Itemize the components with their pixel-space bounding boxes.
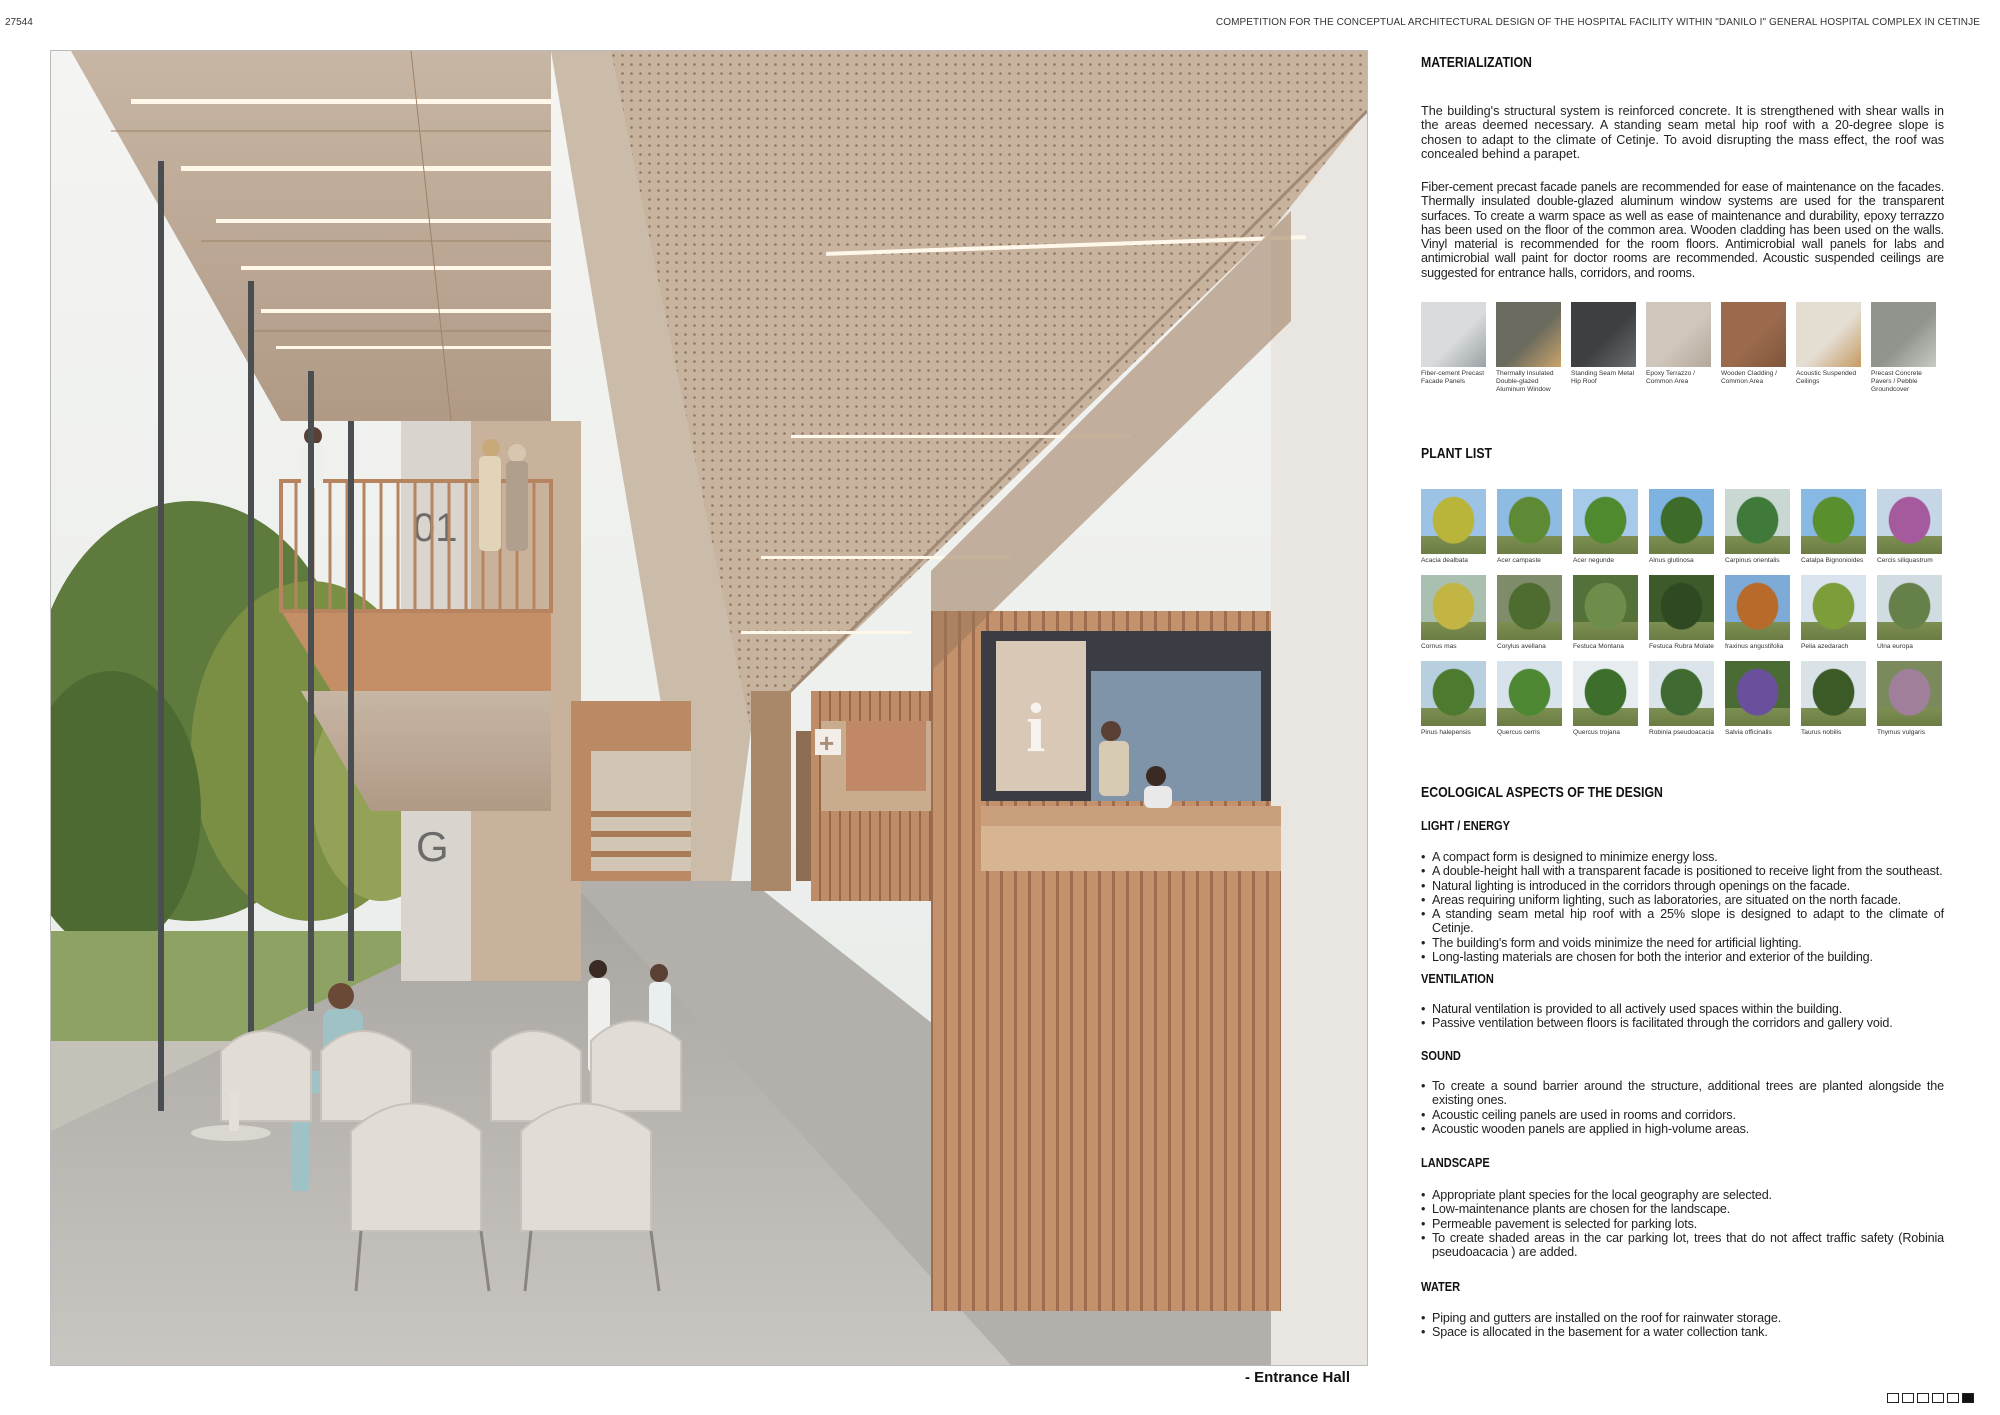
plant-image bbox=[1421, 661, 1486, 726]
plant-tile bbox=[1421, 661, 1486, 737]
plant-tile bbox=[1573, 489, 1638, 565]
plant-name: Catalpa Bignonioides bbox=[1801, 557, 1864, 564]
material-swatch bbox=[1796, 302, 1861, 394]
plant-list-heading: PLANT LIST bbox=[1421, 445, 1493, 462]
plant-grid bbox=[1421, 489, 1944, 737]
material-swatch bbox=[1496, 302, 1561, 394]
list-item: • To create shaded areas in the car parking lot, trees that do not affect traffic safety (Robinia pseudoacacia ) are added. bbox=[1421, 1231, 1944, 1260]
project-code: 27544 bbox=[5, 17, 33, 28]
plant-name: Pinus halepensis bbox=[1421, 729, 1471, 736]
plant-image bbox=[1573, 661, 1638, 726]
material-image bbox=[1871, 302, 1936, 367]
light-energy-list bbox=[1421, 850, 1944, 964]
plant-image bbox=[1573, 489, 1638, 554]
material-image bbox=[1646, 302, 1711, 367]
plant-name: Thymus vulgaris bbox=[1877, 729, 1926, 736]
water-list bbox=[1421, 1311, 1944, 1340]
plant-tile bbox=[1725, 575, 1790, 651]
material-image bbox=[1796, 302, 1861, 367]
plant-tile bbox=[1877, 489, 1942, 565]
page-square bbox=[1947, 1393, 1959, 1403]
page-square bbox=[1932, 1393, 1944, 1403]
plant-name: Cercis siliquastrum bbox=[1877, 557, 1933, 564]
plant-name: Acer negunde bbox=[1573, 557, 1615, 564]
list-item: • Passive ventilation between floors is facilitated through the corridors and gallery void. bbox=[1421, 1016, 1944, 1030]
list-item: • A double-height hall with a transparent facade is positioned to receive light from the southeast. bbox=[1421, 864, 1944, 878]
list-item: • Appropriate plant species for the local geography are selected. bbox=[1421, 1188, 1944, 1202]
floor-sign-g: G bbox=[416, 823, 449, 870]
plant-tile bbox=[1497, 575, 1562, 651]
plant-tile bbox=[1497, 661, 1562, 737]
material-label: Precast Concrete Pavers / Pebble Groundcover bbox=[1871, 370, 1922, 393]
plant-tile bbox=[1725, 489, 1790, 565]
materials-row bbox=[1421, 302, 1944, 394]
plant-tile bbox=[1801, 661, 1866, 737]
plant-name: Quercus trojana bbox=[1573, 729, 1620, 736]
plant-image bbox=[1877, 661, 1942, 726]
plant-tile bbox=[1421, 575, 1486, 651]
plant-image bbox=[1801, 575, 1866, 640]
render-caption: - Entrance Hall bbox=[1244, 1369, 1350, 1386]
plant-tile bbox=[1649, 489, 1714, 565]
material-label: Wooden Cladding / Common Area bbox=[1721, 370, 1777, 385]
plant-tile bbox=[1877, 661, 1942, 737]
plant-image bbox=[1497, 489, 1562, 554]
material-swatch bbox=[1721, 302, 1786, 394]
plant-name: Ulna europa bbox=[1877, 643, 1913, 650]
plant-image bbox=[1497, 575, 1562, 640]
plant-tile bbox=[1801, 489, 1866, 565]
materialization-heading: MATERIALIZATION bbox=[1421, 54, 1532, 71]
page-square bbox=[1902, 1393, 1914, 1403]
plant-image bbox=[1649, 489, 1714, 554]
materialization-paragraph-2: Fiber-cement precast facade panels are recommended for ease of maintenance on the facades. Thermally insulated double-glazed aluminum window systems are used for the transparent surfaces. To create a warm space as well as ease of maintenance and durability, epoxy terrazzo has been used on the floor of the common area. Wooden cladding has been used on the walls. Vinyl material is recommended for the room floors. Antimicrobial wall panels for labs and antimicrobial wall paint for doctor rooms are recommended. Acoustic suspended ceilings are suggested for entrance halls, corridors, and rooms. bbox=[1421, 180, 1944, 280]
plant-image bbox=[1801, 661, 1866, 726]
plant-image bbox=[1421, 489, 1486, 554]
material-swatch bbox=[1646, 302, 1711, 394]
material-label: Fiber-cement Precast Facade Panels bbox=[1421, 370, 1485, 385]
material-image bbox=[1496, 302, 1561, 367]
plant-name: Acacia dealbata bbox=[1421, 557, 1468, 564]
pharmacy-cross-sign: + bbox=[819, 728, 835, 758]
plant-name: Salvia officinalis bbox=[1725, 729, 1772, 736]
plant-image bbox=[1497, 661, 1562, 726]
list-item: • Permeable pavement is selected for parking lots. bbox=[1421, 1217, 1944, 1231]
ventilation-title: VENTILATION bbox=[1421, 971, 1494, 986]
plant-tile bbox=[1421, 489, 1486, 565]
info-sign: i bbox=[1026, 690, 1046, 767]
sound-list bbox=[1421, 1079, 1944, 1136]
list-item: • Space is allocated in the basement for a water collection tank. bbox=[1421, 1325, 1944, 1339]
ventilation-list bbox=[1421, 1002, 1944, 1031]
plant-image bbox=[1877, 489, 1942, 554]
plant-name: Alnus glutinosa bbox=[1649, 557, 1694, 564]
list-item: • Long-lasting materials are chosen for both the interior and exterior of the building. bbox=[1421, 950, 1944, 964]
material-label: Standing Seam Metal Hip Roof bbox=[1571, 370, 1635, 385]
page-indicator bbox=[1887, 1393, 1974, 1403]
plant-name: Cornus mas bbox=[1421, 643, 1457, 650]
plant-name: fraxinus angustifolia bbox=[1725, 643, 1784, 650]
material-label: Thermally Insulated Double-glazed Aluminum Window bbox=[1496, 370, 1554, 393]
landscape-list bbox=[1421, 1188, 1944, 1259]
plant-name: Taurus nobilis bbox=[1801, 729, 1842, 736]
plant-name: Robinia pseudoacacia bbox=[1649, 729, 1714, 736]
list-item: • Natural lighting is introduced in the corridors through openings on the facade. bbox=[1421, 879, 1944, 893]
material-label: Acoustic Suspended Ceilings bbox=[1796, 370, 1857, 385]
list-item: • Low-maintenance plants are chosen for the landscape. bbox=[1421, 1202, 1944, 1216]
plant-tile bbox=[1725, 661, 1790, 737]
page-square bbox=[1887, 1393, 1899, 1403]
plant-image bbox=[1649, 661, 1714, 726]
light-energy-title: LIGHT / ENERGY bbox=[1421, 818, 1511, 833]
water-title: WATER bbox=[1421, 1279, 1461, 1294]
list-item: • Acoustic ceiling panels are used in rooms and corridors. bbox=[1421, 1108, 1944, 1122]
plant-tile bbox=[1573, 575, 1638, 651]
list-item: • A standing seam metal hip roof with a 25% slope is designed to adapt to the climate of Cetinje. bbox=[1421, 907, 1944, 936]
ecological-heading: ECOLOGICAL ASPECTS OF THE DESIGN bbox=[1421, 784, 1663, 801]
material-label: Epoxy Terrazzo / Common Area bbox=[1646, 370, 1695, 385]
list-item: • Acoustic wooden panels are applied in high-volume areas. bbox=[1421, 1122, 1944, 1136]
list-item: • To create a sound barrier around the structure, additional trees are planted alongside the existing ones. bbox=[1421, 1079, 1944, 1108]
material-swatch bbox=[1421, 302, 1486, 394]
floor-sign-01: 01 bbox=[413, 506, 458, 550]
plant-tile bbox=[1649, 661, 1714, 737]
materialization-paragraph-1: The building's structural system is reinforced concrete. It is strengthened with shear walls in the areas deemed necessary. A standing seam metal hip roof with a 20-degree slope is chosen to adapt to the climate of Cetinje. To avoid disrupting the mass effect, the roof was concealed behind a parapet. bbox=[1421, 104, 1944, 161]
landscape-title: LANDSCAPE bbox=[1421, 1155, 1490, 1170]
plant-name: Festuca Montana bbox=[1573, 643, 1624, 650]
plant-image bbox=[1725, 489, 1790, 554]
plant-name: Carpinus orientalis bbox=[1725, 557, 1780, 564]
plant-tile bbox=[1573, 661, 1638, 737]
list-item: • The building's form and voids minimize the need for artificial lighting. bbox=[1421, 936, 1944, 950]
page-square bbox=[1917, 1393, 1929, 1403]
plant-image bbox=[1801, 489, 1866, 554]
plant-name: Quercus cerris bbox=[1497, 729, 1540, 736]
plant-image bbox=[1649, 575, 1714, 640]
list-item: • Piping and gutters are installed on the roof for rainwater storage. bbox=[1421, 1311, 1944, 1325]
list-item: • A compact form is designed to minimize energy loss. bbox=[1421, 850, 1944, 864]
plant-name: Festuca Rubra Molate bbox=[1649, 643, 1714, 650]
material-swatch bbox=[1571, 302, 1636, 394]
plant-tile bbox=[1497, 489, 1562, 565]
plant-name: Acer campaste bbox=[1497, 557, 1541, 564]
entrance-hall-render bbox=[50, 50, 1368, 1366]
material-image bbox=[1721, 302, 1786, 367]
plant-image bbox=[1877, 575, 1942, 640]
plant-image bbox=[1725, 661, 1790, 726]
competition-title: COMPETITION FOR THE CONCEPTUAL ARCHITECTURAL DESIGN OF THE HOSPITAL FACILITY WITHIN "DANILO I" GENERAL HOSPITAL COMPLEX IN CETINJE bbox=[1215, 17, 1980, 28]
plant-name: Corylus avellana bbox=[1497, 643, 1546, 650]
plant-tile bbox=[1649, 575, 1714, 651]
list-item: • Areas requiring uniform lighting, such as laboratories, are situated on the north facade. bbox=[1421, 893, 1944, 907]
material-swatch bbox=[1871, 302, 1936, 394]
render-illustration bbox=[51, 51, 1367, 1365]
sound-title: SOUND bbox=[1421, 1048, 1461, 1063]
plant-image bbox=[1725, 575, 1790, 640]
plant-tile bbox=[1877, 575, 1942, 651]
material-image bbox=[1421, 302, 1486, 367]
plant-image bbox=[1573, 575, 1638, 640]
plant-name: Pelia azedarach bbox=[1801, 643, 1849, 650]
material-image bbox=[1571, 302, 1636, 367]
plant-image bbox=[1421, 575, 1486, 640]
page-square bbox=[1962, 1393, 1974, 1403]
list-item: • Natural ventilation is provided to all actively used spaces within the building. bbox=[1421, 1002, 1944, 1016]
plant-tile bbox=[1801, 575, 1866, 651]
